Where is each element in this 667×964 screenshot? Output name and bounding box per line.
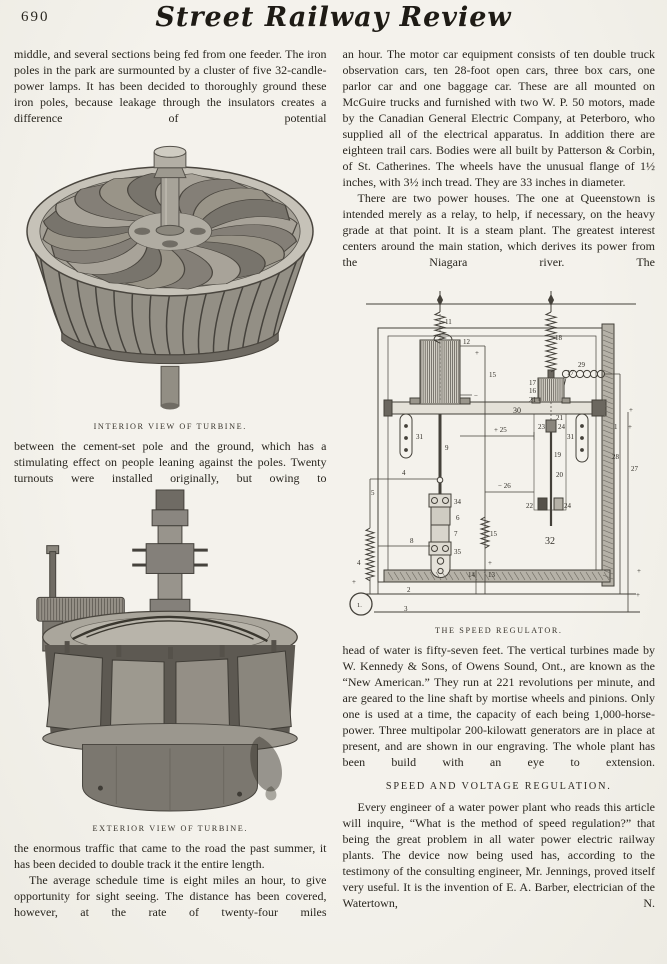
shaft-cap-top [154, 146, 186, 157]
svg-text:−: − [473, 392, 478, 400]
paragraph: Every engineer of a water power plant who reads this article will inquire, “What is the method of speed regulation?” that being the great problem in all water power electric railway plants. The device now being used has, according to the testimony of the consulting engineer, Mr. Jennings, proved itself very useful. It is the invention of E. A. Barber, electrician of the Watertown, N. [342, 800, 655, 910]
bolt [194, 549, 208, 552]
svg-text:1.: 1. [356, 602, 362, 609]
regulator-structure [350, 291, 640, 615]
figure-caption: THE SPEED REGULATOR. [434, 626, 563, 635]
contact-block-34 [429, 494, 451, 507]
svg-text:5: 5 [370, 489, 375, 497]
interior-turbine-engraving [17, 128, 323, 414]
block-6 [431, 507, 450, 525]
svg-text:30: 30 [512, 406, 521, 415]
svg-text:21: 21 [528, 396, 536, 404]
contact-23 [546, 420, 556, 432]
bolt [132, 549, 146, 552]
bolt [132, 564, 146, 567]
svg-text:+: + [487, 559, 492, 567]
svg-text:13: 13 [487, 571, 495, 579]
svg-text:16: 16 [528, 387, 536, 395]
svg-text:31: 31 [415, 433, 423, 441]
gate-panel [47, 653, 103, 733]
right-column [343, 46, 656, 920]
svg-text:19: 19 [553, 451, 561, 459]
svg-text:+: + [351, 578, 356, 586]
figure-caption: EXTERIOR VIEW OF TURBINE. [92, 824, 249, 833]
exterior-turbine-engraving [20, 488, 320, 816]
svg-text:4: 4 [401, 469, 406, 477]
turbine-bottom-shaft [161, 366, 179, 406]
svg-text:20: 20 [555, 471, 563, 479]
svg-text:21: 21 [555, 414, 563, 422]
stud [168, 647, 173, 659]
svg-text:+ 25: + 25 [493, 426, 507, 434]
shaft-segment [158, 573, 182, 599]
bolt-dot [98, 786, 103, 791]
armature-foot [431, 555, 450, 578]
shaft-base [156, 225, 184, 235]
svg-text:23: 23 [537, 423, 545, 431]
svg-text:12: 12 [462, 338, 470, 346]
contact-block-35 [429, 542, 451, 555]
svg-text:+: + [474, 349, 479, 357]
svg-text:31: 31 [566, 433, 574, 441]
paragraph: head of water is fifty-seven feet. The vertical turbines made by W. Kennedy & Sons, of Owens Sound, Ont., are known as the “New American.” They run at 221 revolutions per minute, and are geared to the line shaft by mortise wheels and pinions. Only one is used at a time, the capacity of each being 1,000-horse-power. Three multipolar 200-kilowatt generators are in place at present, and are shown in our engraving. The whole plant has been build with an eye to extension. [342, 643, 655, 769]
speed-regulator-diagram [348, 274, 650, 621]
svg-text:14: 14 [467, 571, 475, 579]
svg-text:15: 15 [488, 371, 496, 379]
bolt [194, 564, 208, 567]
section-heading: SPEED AND VOLTAGE REGULATION. [385, 781, 612, 792]
svg-text:22: 22 [525, 502, 533, 510]
svg-text:27: 27 [630, 465, 638, 473]
gate-panel [238, 651, 292, 733]
svg-text:34: 34 [453, 498, 461, 506]
stud [220, 645, 225, 657]
svg-text:24: 24 [563, 502, 571, 510]
paragraph: The average schedule time is eight miles an hour, to give opportunity for sight seeing. The distance has been covered, however, at the rate of twenty-four miles [14, 873, 327, 919]
paragraph: There are two power houses. The one at Queenstown is intended merely as a relay, to help, if necessary, on the heavy grade at that point. It is a steam plant. The greatest interest centers around the main station, which derives its power from the Niagara river. The [342, 191, 655, 269]
coupling-band [152, 510, 188, 526]
svg-text:15: 15 [489, 530, 497, 538]
svg-text:1: 1 [613, 423, 618, 431]
shaft-column [161, 176, 179, 230]
contact-24 [554, 498, 563, 510]
svg-text:18: 18 [554, 334, 562, 342]
tank-bottom-wall [384, 570, 610, 582]
bolted-coupling [146, 544, 194, 574]
svg-text:+: + [627, 423, 632, 431]
shelf-end [384, 400, 392, 416]
figure-speed-regulator [343, 270, 656, 622]
svg-text:7: 7 [453, 530, 458, 538]
regulator-labels [352, 318, 641, 613]
figure-exterior-turbine [14, 486, 327, 820]
contact-22 [538, 498, 547, 510]
svg-text:24: 24 [557, 423, 565, 431]
shelf-end [592, 400, 606, 416]
shaft-segment [158, 526, 182, 544]
svg-text:17: 17 [528, 379, 536, 387]
svg-text:3: 3 [403, 605, 408, 613]
paragraph: between the cement-set pole and the ground, which has a stimulating effect on people leaning against the poles. Twenty turnouts were installed originally, but owing to [14, 439, 327, 485]
hub-hole [190, 228, 206, 235]
figure-caption: INTERIOR VIEW OF TURBINE. [93, 422, 247, 431]
svg-text:+: + [635, 591, 640, 599]
stud [272, 640, 277, 652]
coupling-top [156, 490, 184, 510]
svg-text:8: 8 [409, 537, 414, 545]
svg-text:29: 29 [577, 361, 585, 369]
svg-text:11: 11 [444, 318, 452, 326]
svg-text:4: 4 [356, 559, 361, 567]
paragraph: middle, and several sections being fed from one feeder. The iron poles in the park are surmounted by a cluster of five 32-candle-power lamps. It has been decided to thoroughly ground these iron poles, because leakage through the insulators creates a difference of potential [14, 47, 327, 125]
svg-text:6: 6 [455, 514, 460, 522]
svg-text:− 26: − 26 [497, 482, 511, 490]
svg-text:+: + [628, 406, 633, 414]
hub-hole [162, 240, 178, 247]
svg-text:9: 9 [444, 444, 449, 452]
bolt-dot [237, 792, 242, 797]
svg-text:32: 32 [544, 536, 555, 547]
svg-text:28: 28 [611, 453, 619, 461]
shaft-tip [161, 403, 179, 410]
stud [117, 645, 122, 657]
stud [65, 641, 70, 653]
masthead-title: Street Railway Review [155, 2, 512, 33]
figure-interior-turbine [14, 126, 327, 418]
generator-shaft-stack [132, 490, 208, 617]
paragraph: the enormous traffic that came to the road the past summer, it has been decided to double track it the entire length. [14, 841, 327, 871]
regulator-springs [366, 312, 556, 581]
svg-text:17: 17 [566, 369, 574, 377]
paragraph: an hour. The motor car equipment consists of ten double truck observation cars, ten 28-foot open cars, three box cars, one parlor car and one baggage car. These are all mounted on McGuire trucks and furnished with two W. P. 50 motors, made by the Canadian General Electric Company, at Peterboro, who supplied all of the electrical apparatus. In addition there are eighteen trail cars. Bodies were all built by Patterson & Corbin, of St. Catherines. The wheels have the unusual flange of 1½ inches, with 3½ inch tread. They are 33 inches in diameter. [342, 47, 655, 189]
svg-text:+: + [636, 567, 641, 575]
hub-hole [135, 228, 151, 235]
svg-text:2: 2 [406, 586, 411, 594]
svg-text:35: 35 [453, 548, 461, 556]
page-number: 690 [21, 9, 50, 25]
left-column [14, 46, 327, 920]
block-7 [431, 525, 449, 542]
shaft-flare [154, 168, 186, 178]
